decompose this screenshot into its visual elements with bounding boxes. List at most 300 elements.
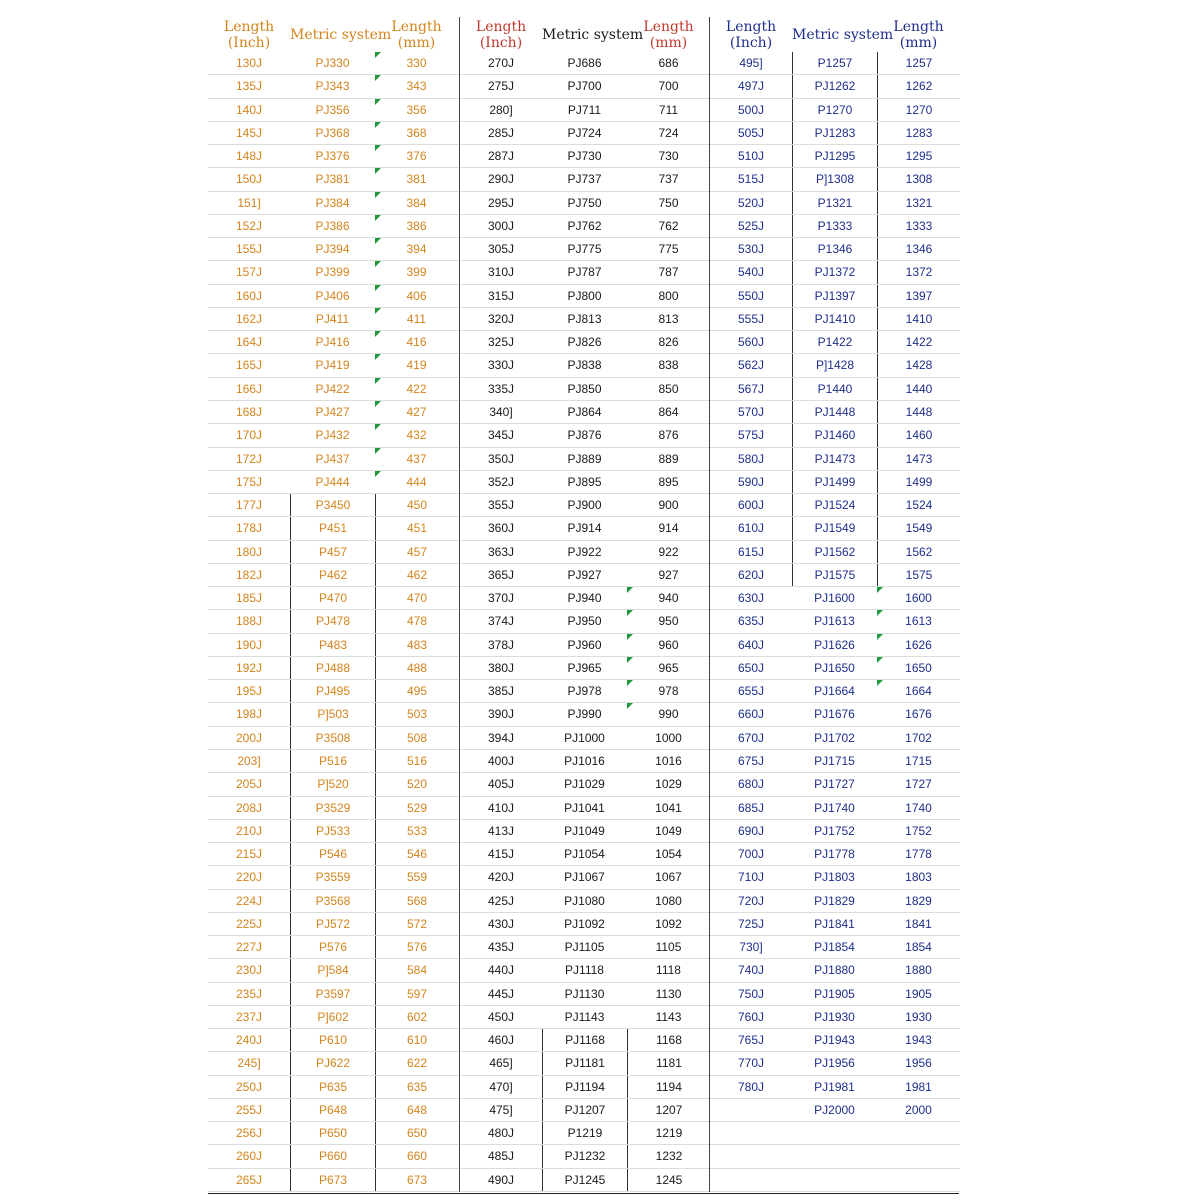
cell-metric-code: P1270	[792, 99, 877, 121]
table-row	[460, 331, 710, 354]
table-row	[208, 657, 458, 680]
cell-metric-code: PJ889	[567, 451, 602, 466]
table-row	[460, 959, 710, 982]
cell-length-mm: 1054	[655, 847, 682, 862]
cell-length-mm: 700	[658, 79, 679, 94]
size-table-block-2	[459, 17, 710, 1192]
cell-metric-code: PJ1715	[814, 753, 855, 768]
table-row	[460, 1052, 710, 1075]
cell-metric-code: PJ730	[567, 149, 602, 164]
table-row	[208, 634, 458, 657]
table-row	[710, 75, 960, 98]
table-row	[710, 936, 960, 959]
cell-length-inch: 225J	[235, 916, 263, 931]
cell-length-mm: 432	[375, 424, 458, 446]
cell-length-mm: 864	[658, 404, 679, 419]
table-row	[208, 959, 458, 982]
table-row	[710, 354, 960, 377]
cell-length-mm: 800	[658, 288, 679, 303]
cell-length-mm: 437	[375, 448, 458, 470]
table-row	[208, 261, 458, 284]
cell-metric-code: PJ356	[315, 102, 350, 117]
table-row	[208, 401, 458, 424]
table-row	[460, 517, 710, 540]
cell-length-mm: 1943	[905, 1033, 932, 1048]
table-row	[460, 657, 710, 680]
cell-metric-code: P635	[290, 1076, 375, 1098]
cell-metric-code: PJ990	[567, 707, 602, 722]
cell-length-mm: 1905	[905, 986, 932, 1001]
cell-length-inch: 178J	[235, 521, 263, 536]
cell-length-mm: 1562	[877, 541, 960, 563]
table-header	[460, 17, 710, 52]
cell-length-inch: 490J	[487, 1172, 515, 1187]
cell-length-inch: 250J	[235, 1079, 263, 1094]
cell-length-inch: 485J	[487, 1149, 515, 1164]
cell-metric-code: P3559	[290, 866, 375, 888]
table-row	[460, 610, 710, 633]
table-row	[460, 448, 710, 471]
cell-length-inch: 765J	[737, 1033, 765, 1048]
cell-length-mm: 900	[658, 498, 679, 513]
table-row	[460, 1029, 710, 1052]
cell-length-inch: 575J	[737, 428, 765, 443]
table-row	[460, 890, 710, 913]
table-row	[460, 99, 710, 122]
cell-metric-code: PJ427	[315, 404, 350, 419]
cell-length-inch: 380J	[487, 660, 515, 675]
cell-length-mm: 1410	[877, 308, 960, 330]
cell-length-mm: 1613	[877, 610, 960, 632]
cell-length-mm: 406	[375, 285, 458, 307]
cell-metric-code: P3529	[290, 797, 375, 819]
cell-metric-code: PJ1740	[814, 800, 855, 815]
cell-length-inch: 465]	[489, 1056, 513, 1071]
cell-length-mm: 978	[627, 680, 710, 702]
size-table-block-3	[709, 17, 960, 1192]
table-body	[710, 52, 960, 1192]
cell-length-mm: 602	[375, 1006, 458, 1028]
cell-length-mm: 1245	[627, 1169, 710, 1191]
cell-length-mm: 1460	[877, 424, 960, 446]
cell-length-inch: 320J	[487, 311, 515, 326]
cell-metric-code: PJ1067	[564, 870, 605, 885]
cell-metric-code: P1257	[792, 52, 877, 74]
cell-metric-code: P]584	[290, 959, 375, 981]
cell-length-inch: 470]	[489, 1079, 513, 1094]
table-row	[460, 378, 710, 401]
cell-metric-code: PJ330	[315, 56, 350, 70]
cell-length-inch: 390J	[487, 707, 515, 722]
cell-length-mm: 1715	[905, 753, 932, 768]
cell-length-mm: 1448	[877, 401, 960, 423]
table-row	[460, 238, 710, 261]
cell-length-mm	[877, 1169, 960, 1191]
table-header	[710, 17, 960, 52]
cell-length-mm: 2000	[905, 1102, 932, 1117]
cell-length-mm: 1207	[627, 1099, 710, 1121]
cell-length-mm: 650	[375, 1122, 458, 1144]
cell-metric-code: P483	[290, 634, 375, 656]
cell-length-mm: 399	[375, 261, 458, 283]
cell-length-inch: 315J	[487, 288, 515, 303]
cell-length-mm: 376	[375, 145, 458, 167]
cell-length-mm: 533	[375, 820, 458, 842]
cell-length-inch: 562J	[737, 358, 765, 373]
cell-length-mm: 813	[658, 311, 679, 326]
cell-length-inch	[710, 1122, 792, 1144]
cell-metric-code: PJ422	[315, 381, 350, 396]
cell-metric-code: P457	[290, 541, 375, 563]
table-row	[460, 797, 710, 820]
table-row	[710, 843, 960, 866]
cell-metric-code: PJ1549	[792, 517, 877, 539]
cell-metric-code: PJ1829	[814, 893, 855, 908]
cell-metric-code: P648	[290, 1099, 375, 1121]
table-body	[208, 52, 458, 1192]
cell-length-mm: 462	[375, 564, 458, 586]
cell-length-inch: 530J	[737, 242, 765, 257]
table-row	[710, 261, 960, 284]
cell-metric-code: PJ2000	[814, 1102, 855, 1117]
cell-metric-code: PJ1943	[814, 1033, 855, 1048]
table-row	[710, 285, 960, 308]
cell-length-mm: 940	[627, 587, 710, 609]
cell-length-mm: 1499	[877, 471, 960, 493]
table-row	[208, 727, 458, 750]
cell-metric-code: P1333	[792, 215, 877, 237]
cell-metric-code: PJ1650	[814, 660, 855, 675]
header-length-mm: Length (mm)	[391, 18, 442, 51]
cell-length-mm: 1626	[877, 634, 960, 656]
cell-length-mm: 516	[375, 750, 458, 772]
cell-length-mm: 1168	[627, 1029, 710, 1051]
cell-length-inch: 165J	[235, 358, 263, 373]
cell-length-inch: 567J	[737, 381, 765, 396]
cell-metric-code: PJ1194	[542, 1076, 627, 1098]
cell-metric-code: PJ1562	[792, 541, 877, 563]
table-row	[208, 378, 458, 401]
cell-length-mm: 568	[375, 890, 458, 912]
cell-length-mm: 495	[375, 680, 458, 702]
table-row	[460, 936, 710, 959]
cell-length-inch: 180J	[235, 544, 263, 559]
cell-length-mm: 1524	[877, 494, 960, 516]
cell-length-inch: 287J	[487, 149, 515, 164]
cell-metric-code: P]503	[290, 703, 375, 725]
cell-length-inch	[710, 1169, 792, 1191]
table-row	[710, 727, 960, 750]
cell-metric-code: PJ1049	[564, 823, 605, 838]
cell-metric-code: PJ1575	[792, 564, 877, 586]
cell-metric-code: PJ1000	[564, 730, 605, 745]
table-row	[460, 471, 710, 494]
table-row	[460, 1006, 710, 1029]
cell-length-inch: 195J	[235, 684, 263, 699]
cell-length-mm: 1181	[627, 1052, 710, 1074]
cell-metric-code: PJ1207	[542, 1099, 627, 1121]
cell-length-mm: 1803	[905, 870, 932, 885]
table-row	[208, 285, 458, 308]
cell-length-mm: 850	[658, 381, 679, 396]
cell-length-inch: 430J	[487, 916, 515, 931]
table-row	[710, 1169, 960, 1192]
cell-metric-code: P3597	[290, 983, 375, 1005]
cell-length-mm: 368	[375, 122, 458, 144]
table-row	[710, 1099, 960, 1122]
cell-metric-code: PJ960	[567, 637, 602, 652]
cell-metric-code: PJ700	[567, 79, 602, 94]
table-row	[208, 983, 458, 1006]
cell-length-mm: 381	[375, 168, 458, 190]
table-row	[710, 331, 960, 354]
table-row	[208, 1076, 458, 1099]
cell-metric-code: PJ384	[315, 195, 350, 210]
cell-length-inch: 440J	[487, 963, 515, 978]
cell-length-mm: 1930	[905, 1009, 932, 1024]
table-row	[208, 1006, 458, 1029]
cell-length-inch: 130J	[235, 56, 263, 70]
cell-length-inch: 570J	[737, 404, 765, 419]
table-row	[460, 1122, 710, 1145]
table-row	[710, 424, 960, 447]
cell-length-inch: 151]	[237, 195, 261, 210]
cell-metric-code: PJ406	[315, 288, 350, 303]
cell-length-mm: 444	[375, 471, 458, 493]
cell-metric-code	[792, 1145, 877, 1167]
table-row	[710, 1076, 960, 1099]
cell-length-inch: 224J	[235, 893, 263, 908]
cell-length-mm: 1283	[877, 122, 960, 144]
header-length-inch: Length (Inch)	[725, 18, 777, 51]
table-row	[710, 99, 960, 122]
table-row	[460, 122, 710, 145]
cell-length-mm: 1257	[877, 52, 960, 74]
cell-length-mm: 711	[658, 102, 679, 117]
table-row	[460, 215, 710, 238]
cell-length-inch	[710, 1099, 792, 1121]
cell-metric-code: PJ478	[290, 610, 375, 632]
cell-length-inch: 374J	[487, 614, 515, 629]
cell-length-mm: 427	[375, 401, 458, 423]
cell-length-mm: 686	[658, 56, 679, 70]
cell-length-mm: 1664	[877, 680, 960, 702]
cell-metric-code: P]602	[290, 1006, 375, 1028]
table-row	[710, 1122, 960, 1145]
cell-length-mm: 1440	[877, 378, 960, 400]
cell-metric-code: PJ1397	[792, 285, 877, 307]
cell-metric-code: PJ1664	[814, 684, 855, 699]
cell-metric-code: PJ1930	[814, 1009, 855, 1024]
cell-metric-code: PJ1130	[564, 986, 605, 1001]
cell-metric-code: PJ711	[567, 102, 602, 117]
cell-length-inch: 150J	[235, 172, 263, 187]
cell-length-mm: 451	[375, 517, 458, 539]
cell-metric-code: PJ1803	[814, 870, 855, 885]
cell-length-mm: 356	[375, 99, 458, 121]
table-row	[208, 424, 458, 447]
cell-metric-code: PJ1854	[814, 940, 855, 955]
cell-length-mm: 1422	[877, 331, 960, 353]
table-row	[460, 75, 710, 98]
cell-length-mm: 1981	[905, 1079, 932, 1094]
cell-metric-code: PJ914	[567, 521, 602, 536]
cell-length-mm: 787	[658, 265, 679, 280]
cell-length-mm: 1118	[656, 963, 681, 978]
cell-metric-code: PJ762	[567, 218, 602, 233]
cell-metric-code: P610	[290, 1029, 375, 1051]
table-row	[460, 1145, 710, 1168]
table-row	[710, 820, 960, 843]
cell-metric-code: PJ432	[315, 428, 350, 443]
cell-length-mm: 419	[375, 354, 458, 376]
table-row	[208, 354, 458, 377]
cell-metric-code: PJ1232	[542, 1145, 627, 1167]
cell-length-mm: 411	[375, 308, 458, 330]
cell-length-inch: 740J	[737, 963, 765, 978]
cell-length-inch: 640J	[737, 637, 765, 652]
table-row	[208, 99, 458, 122]
cell-length-inch: 164J	[235, 335, 263, 350]
cell-length-inch: 413J	[487, 823, 515, 838]
cell-length-inch: 185J	[235, 591, 263, 606]
cell-length-inch: 405J	[487, 777, 515, 792]
table-row	[460, 424, 710, 447]
cell-metric-code: PJ437	[315, 451, 350, 466]
cell-metric-code: PJ1080	[564, 893, 605, 908]
cell-metric-code: PJ950	[567, 614, 602, 629]
cell-length-inch: 460J	[487, 1033, 515, 1048]
table-row	[710, 773, 960, 796]
cell-metric-code: PJ386	[315, 218, 350, 233]
cell-length-inch: 152J	[235, 218, 263, 233]
cell-length-inch: 310J	[487, 265, 515, 280]
cell-length-mm: 1372	[877, 261, 960, 283]
cell-length-inch: 780J	[737, 1079, 765, 1094]
cell-metric-code: P1346	[792, 238, 877, 260]
cell-length-inch: 670J	[737, 730, 765, 745]
cell-length-inch: 200J	[235, 730, 263, 745]
table-row	[460, 1169, 710, 1192]
cell-length-mm: 965	[627, 657, 710, 679]
table-row	[460, 1099, 710, 1122]
cell-metric-code: PJ416	[315, 335, 350, 350]
cell-length-mm: 750	[658, 195, 679, 210]
cell-length-mm: 960	[627, 634, 710, 656]
table-row	[460, 145, 710, 168]
table-row	[710, 168, 960, 191]
table-row	[710, 1145, 960, 1168]
cell-metric-code: PJ381	[315, 172, 350, 187]
cell-length-inch: 660J	[737, 707, 765, 722]
table-row	[460, 192, 710, 215]
cell-metric-code: P516	[290, 750, 375, 772]
cell-length-mm: 895	[658, 474, 679, 489]
cell-length-inch: 400J	[487, 753, 515, 768]
table-row	[710, 215, 960, 238]
cell-metric-code: PJ368	[315, 125, 350, 140]
cell-length-inch: 600J	[737, 498, 765, 513]
cell-metric-code: PJ394	[315, 242, 350, 257]
cell-metric-code: PJ1054	[564, 847, 605, 862]
table-bottom-border	[208, 1193, 959, 1194]
cell-length-inch: 425J	[487, 893, 515, 908]
cell-length-inch: 192J	[235, 660, 263, 675]
cell-length-inch: 435J	[487, 940, 515, 955]
table-row	[208, 1099, 458, 1122]
cell-length-inch: 360J	[487, 521, 515, 536]
table-row	[710, 610, 960, 633]
cell-length-inch: 615J	[737, 544, 765, 559]
cell-length-mm: 1130	[655, 986, 682, 1001]
cell-length-inch: 300J	[487, 218, 515, 233]
cell-metric-code: P3568	[290, 890, 375, 912]
cell-metric-code: P1321	[792, 192, 877, 214]
cell-length-inch: 450J	[487, 1009, 515, 1024]
cell-metric-code: P650	[290, 1122, 375, 1144]
table-row	[208, 122, 458, 145]
table-row	[460, 52, 710, 75]
table-row	[460, 354, 710, 377]
table-row	[710, 890, 960, 913]
table-row	[710, 192, 960, 215]
table-row	[710, 657, 960, 680]
cell-length-mm: 416	[375, 331, 458, 353]
table-row	[460, 587, 710, 610]
header-metric-system: Metric system	[792, 26, 894, 43]
cell-length-inch: 505J	[737, 125, 765, 140]
table-row	[208, 866, 458, 889]
cell-length-mm: 422	[375, 378, 458, 400]
cell-metric-code: PJ1880	[814, 963, 855, 978]
cell-length-mm: 1549	[877, 517, 960, 539]
cell-metric-code: PJ622	[290, 1052, 375, 1074]
cell-length-mm: 330	[375, 52, 458, 74]
cell-length-inch: 550J	[737, 288, 765, 303]
cell-metric-code: PJ775	[567, 242, 602, 257]
table-row	[208, 1122, 458, 1145]
cell-length-mm: 1333	[877, 215, 960, 237]
cell-length-inch: 555J	[737, 311, 765, 326]
cell-length-mm: 1067	[655, 870, 682, 885]
table-row	[208, 192, 458, 215]
cell-length-mm: 914	[658, 521, 679, 536]
cell-length-inch: 410J	[487, 800, 515, 815]
cell-metric-code: PJ1473	[792, 448, 877, 470]
table-row	[460, 750, 710, 773]
cell-metric-code: PJ965	[567, 660, 602, 675]
cell-length-mm: 922	[658, 544, 679, 559]
table-row	[460, 401, 710, 424]
cell-length-inch: 725J	[737, 916, 765, 931]
cell-length-mm: 1219	[627, 1122, 710, 1144]
cell-metric-code: PJ1613	[814, 614, 855, 629]
cell-length-inch: 365J	[487, 567, 515, 582]
cell-length-inch: 290J	[487, 172, 515, 187]
cell-length-inch: 770J	[737, 1056, 765, 1071]
table-row	[710, 238, 960, 261]
cell-length-inch: 370J	[487, 591, 515, 606]
table-row	[208, 820, 458, 843]
cell-length-mm: 622	[375, 1052, 458, 1074]
cell-length-mm: 730	[658, 149, 679, 164]
table-row	[460, 913, 710, 936]
cell-length-mm: 990	[627, 703, 710, 725]
cell-metric-code: PJ813	[567, 311, 602, 326]
cell-length-inch: 675J	[737, 753, 765, 768]
table-row	[460, 727, 710, 750]
cell-length-mm: 1080	[655, 893, 682, 908]
